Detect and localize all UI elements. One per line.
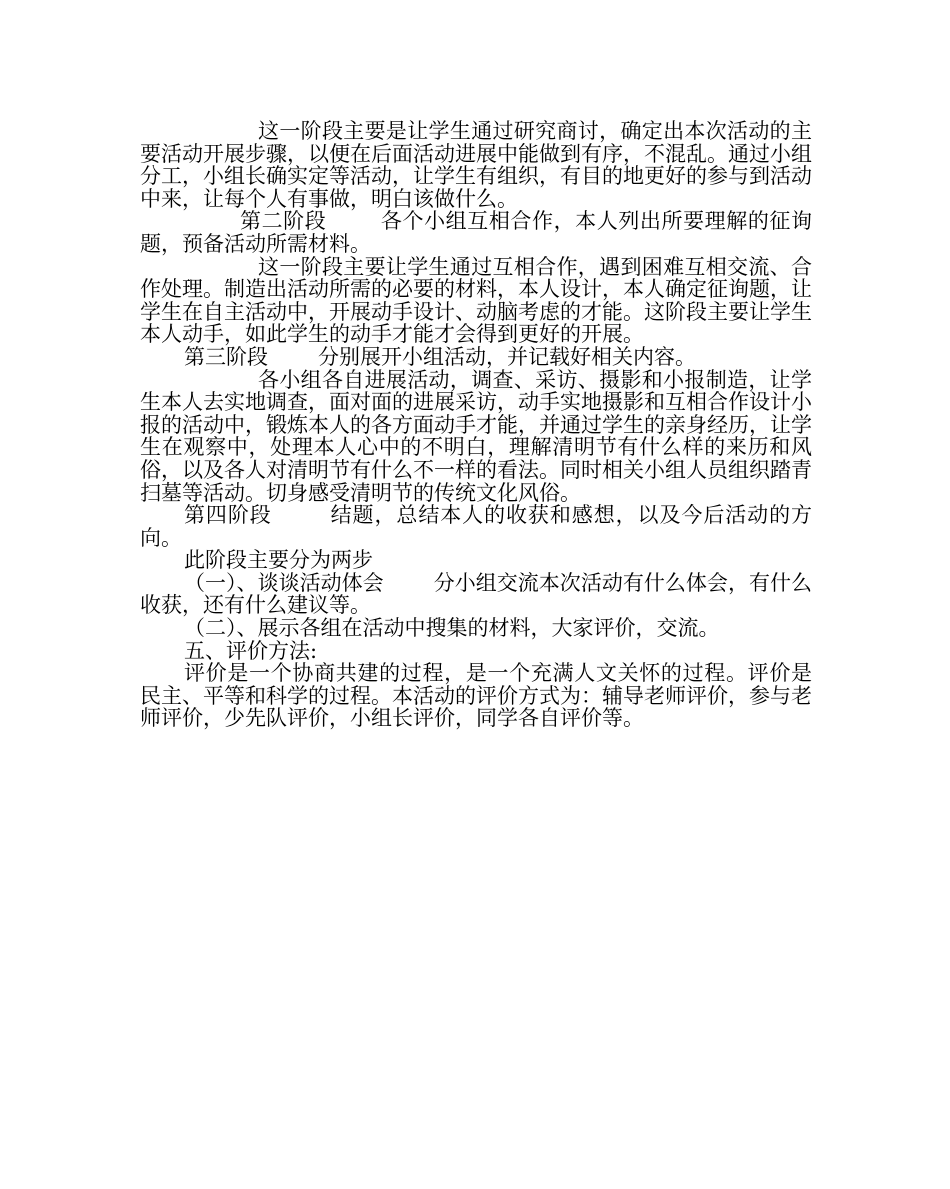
- step-one-text: 分小组交流本次活动有什么体会，有什么收获，还有什么建议等。: [140, 570, 813, 618]
- stage-three-text: 分别展开小组活动，并记载好相关内容。: [318, 344, 696, 369]
- step-one-title: （一）、谈谈活动体会: [184, 570, 384, 595]
- paragraph-evaluation: 评价是一个协商共建的过程，是一个充满人文关怀的过程。评价是民主、平等和科学的过程。本活动的评价方式为：辅导老师评价，参与老师评价，少先队评价，小组长评价，同学各自评价等。: [140, 661, 812, 731]
- section-heading-evaluation: 五、评价方法:: [184, 638, 318, 663]
- paragraph-two-steps: 此阶段主要分为两步: [184, 548, 373, 573]
- paragraph-step-two: （二）、展示各组在活动中搜集的材料，大家评价，交流。: [184, 616, 720, 641]
- paragraph-stage-one-summary: 这一阶段主要是让学生通过研究商讨，确定出本次活动的主要活动开展步骤，以便在后面活动进展中能做到有序，不混乱。通过小组分工，小组长确实定等活动，让学生有组织，有目的地更好的参与到活动中来，让每个人有事做，明白该做什么。: [140, 119, 812, 211]
- document-body: [140, 120, 812, 730]
- stage-two-text: 各个小组互相合作，本人列出所要理解的征询题，预备活动所需材料。: [140, 209, 813, 256]
- paragraph-step-one: [140, 572, 812, 617]
- paragraph-stage-two-summary: 这一阶段主要让学生通过互相合作，遇到困难互相交流、合作处理。制造出活动所需的必要的材料，本人设计，本人确定征询题，让学生在自主活动中，开展动手设计、动脑考虑的才能。这阶段主要让学生本人动手，如此学生的动手才能才会得到更好的开展。: [140, 254, 812, 347]
- paragraph-stage-three: [140, 346, 812, 369]
- stage-two-title: 第二阶段: [240, 209, 327, 234]
- stage-three-title: 第三阶段: [184, 344, 268, 369]
- stage-four-title: 第四阶段: [184, 503, 272, 528]
- paragraph-stage-three-summary: 各小组各自进展活动，调查、采访、摄影和小报制造，让学生本人去实地调查，面对面的进展采访，动手实地摄影和互相合作设计小报的活动中，锻炼本人的各方面动手才能，并通过学生的亲身经历，让学生在观察中，处理本人心中的不明白，理解清明节有什么样的来历和风俗，以及各人对清明节有什么不一样的看法。同时相关小组人员组织踏青扫墓等活动。切身感受清明节的传统文化风俗。: [140, 367, 812, 505]
- paragraph-stage-four: [140, 504, 812, 549]
- paragraph-stage-two: [140, 210, 812, 255]
- stage-four-text: 结题，总结本人的收获和感想，以及今后活动的方向。: [140, 503, 813, 550]
